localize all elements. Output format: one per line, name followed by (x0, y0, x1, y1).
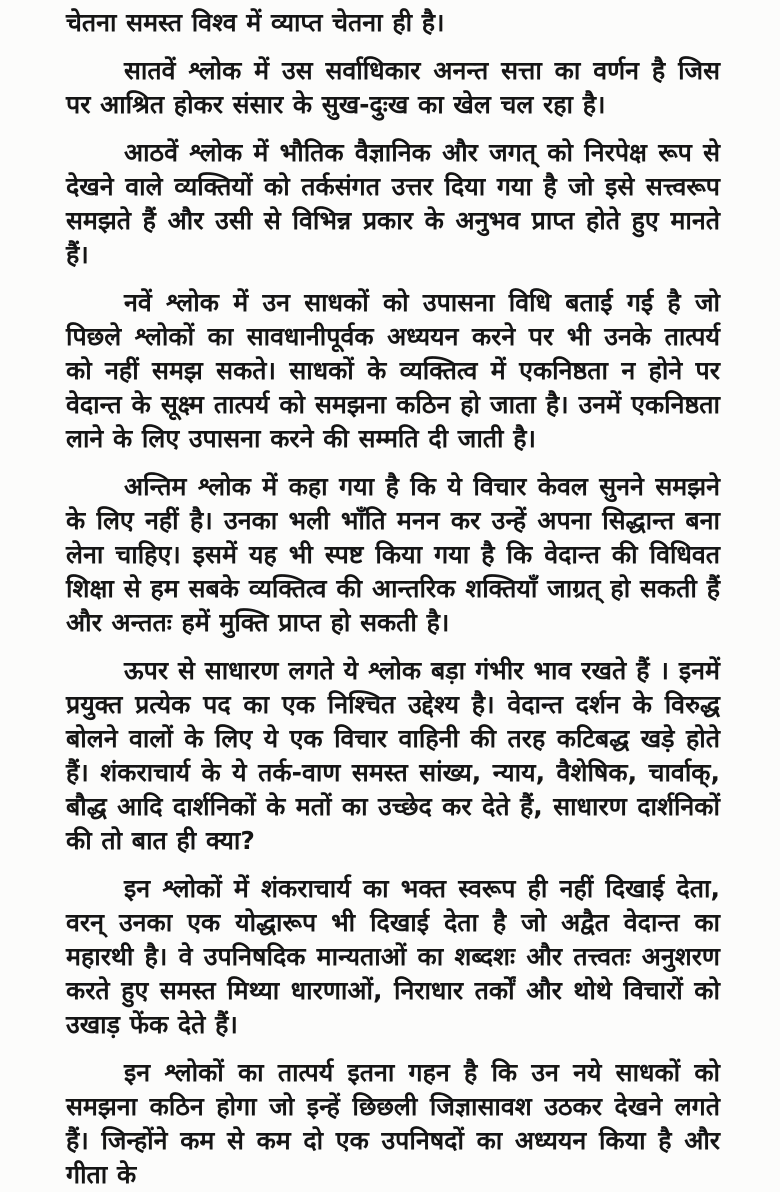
paragraph: ऊपर से साधारण लगते ये श्लोक बड़ा गंभीर भाव रखते हैं । इनमें प्रयुक्त प्रत्येक पद का एक निश्चित उद्देश्य है। वेदान्त दर्शन के विरुद्ध बोलने वालों के लिए ये एक विचार वाहिनी की तरह कटिबद्ध खड़े होते हैं। शंकराचार्य के ये तर्क-वाण समस्त सांख्य, न्याय, वैशेषिक, चार्वाक्, बौद्ध आदि दार्शनिकों के मतों का उच्छेद कर देते हैं, साधारण दार्शनिकों की तो बात ही क्या? (66, 656, 720, 855)
paragraph: इन श्लोकों का तात्पर्य इतना गहन है कि उन नये साधकों को समझना कठिन होगा जो इन्हें छिछली जिज्ञासावश उठकर देखने लगते हैं। जिन्होंने कम से कम दो एक उपनिषदों का अध्ययन किया है और गीता के (66, 1058, 720, 1189)
paragraph: आठवें श्लोक में भौतिक वैज्ञानिक और जगत् को निरपेक्ष रूप से देखने वाले व्यक्तियों को तर्कसंगत उत्तर दिया गया है जो इसे सत्त्वरूप समझते हैं और उसी से विभिन्न प्रकार के अनुभव प्राप्त होते हुए मानते हैं। (66, 138, 720, 269)
paragraph: नवें श्लोक में उन साधकों को उपासना विधि बताई गई है जो पिछले श्लोकों का सावधानीपूर्वक अध्ययन करने पर भी उनके तात्पर्य को नहीं समझ सकते। साधकों के व्यक्तित्व में एकनिष्ठता न होने पर वेदान्त के सूक्ष्म तात्पर्य को समझना कठिन हो जाता है। उनमें एकनिष्ठता लाने के लिए उपासना करने की सम्मति दी जाती है। (66, 288, 720, 453)
paragraph: सातवें श्लोक में उस सर्वाधिकार अनन्त सत्ता का वर्णन है जिस पर आश्रित होकर संसार के सुख-दुःख का खेल चल रहा है। (66, 56, 720, 119)
paragraph: इन श्लोकों में शंकराचार्य का भक्त स्वरूप ही नहीं दिखाई देता, वरन् उनका एक योद्धारूप भी दिखाई देता है जो अद्वैत वेदान्त का महारथी है। वे उपनिषदिक मान्यताओं का शब्दशः और तत्त्वतः अनुशरण करते हुए समस्त मिथ्या धारणाओं, निराधार तर्कों और थोथे विचारों को उखाड़ फेंक देते हैं। (66, 874, 720, 1039)
paragraph: अन्तिम श्लोक में कहा गया है कि ये विचार केवल सुनने समझने के लिए नहीं है। उनका भली भाँति मनन कर उन्हें अपना सिद्धान्त बना लेना चाहिए। इसमें यह भी स्पष्ट किया गया है कि वेदान्त की विधिवत शिक्षा से हम सबके व्यक्तित्व की आन्तरिक शक्तियाँ जाग्रत् हो सकती हैं और अन्ततः हमें मुक्ति प्राप्त हो सकती है। (66, 472, 720, 637)
paragraph: चेतना समस्त विश्व में व्याप्त चेतना ही है। (66, 8, 445, 37)
